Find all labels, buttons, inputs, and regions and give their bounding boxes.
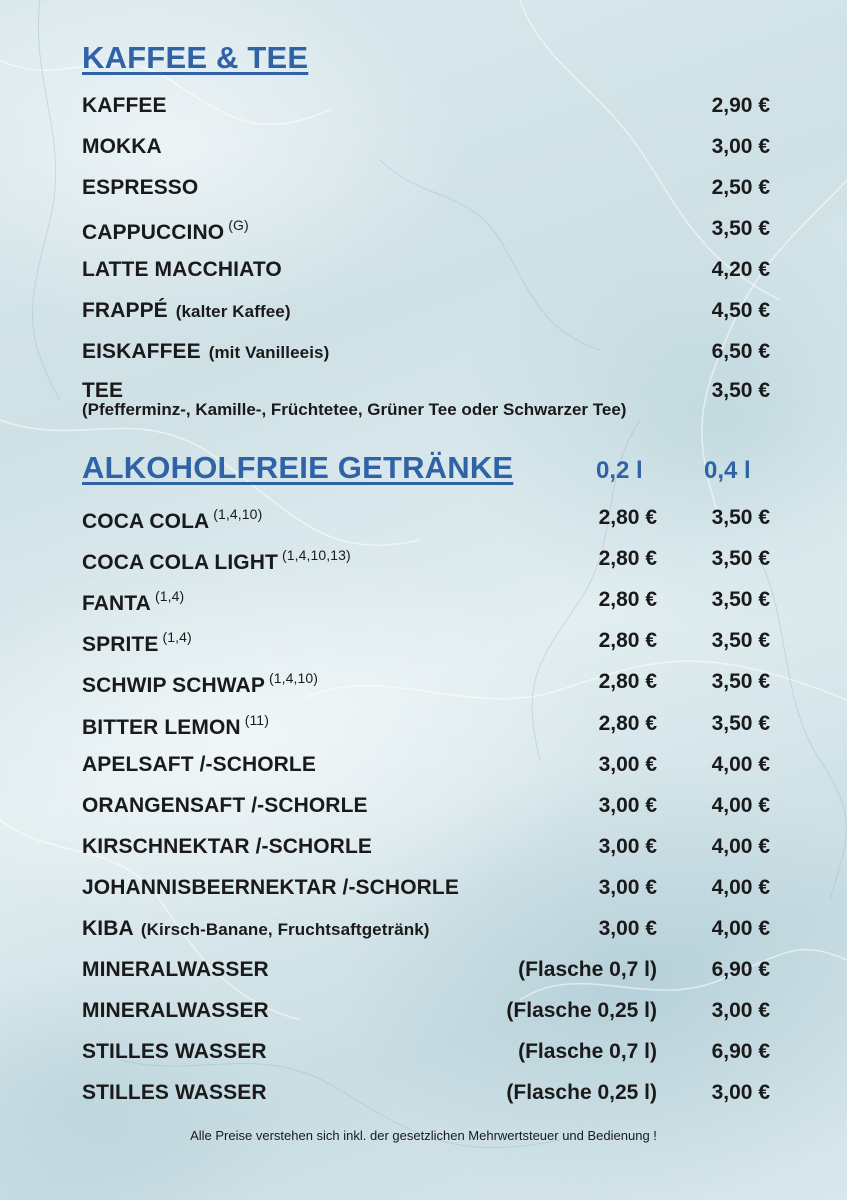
price-small: 3,00 € [598, 876, 657, 899]
item-description: (kalter Kaffee) [175, 302, 291, 321]
item-name-text: COCA COLA [82, 510, 210, 533]
item-name-text: COCA COLA LIGHT [82, 551, 278, 574]
price-large: 6,90 € [711, 958, 770, 981]
section-title-coffee: KAFFEE & TEE [82, 40, 309, 75]
menu-item-row [82, 958, 770, 986]
item-price: 4,50 € [711, 299, 770, 322]
price-small: 3,00 € [598, 794, 657, 817]
price-large: 3,50 € [711, 629, 770, 652]
menu-item-row [82, 506, 770, 534]
item-name-text: FANTA [82, 592, 151, 615]
item-name-text: ESPRESSO [82, 176, 199, 199]
price-small: 3,00 € [598, 753, 657, 776]
price-large: 4,00 € [711, 876, 770, 899]
item-name [82, 94, 167, 118]
item-name-text: LATTE MACCHIATO [82, 258, 282, 281]
item-name-text: KIBA [82, 917, 133, 940]
menu-item-row [82, 588, 770, 616]
price-large: 4,00 € [711, 753, 770, 776]
item-name-text: KIRSCHNEKTAR /-SCHORLE [82, 835, 372, 858]
price-large: 3,50 € [711, 588, 770, 611]
menu-item-row [82, 712, 770, 740]
price-small: 2,80 € [598, 629, 657, 652]
allergen-note: (1,4,10) [268, 670, 318, 686]
item-name-text: CAPPUCCINO [82, 221, 225, 244]
item-name [82, 176, 198, 200]
item-name [82, 340, 329, 364]
item-price: 4,20 € [711, 258, 770, 281]
menu-item-row [82, 547, 770, 575]
item-name [82, 588, 184, 616]
item-name [82, 876, 459, 900]
item-price: 3,50 € [711, 379, 770, 402]
item-name [82, 135, 162, 159]
allergen-note: (1,4) [154, 588, 185, 604]
item-description: (Kirsch-Banane, Fruchtsaftgetränk) [140, 920, 430, 939]
price-small: (Flasche 0,7 l) [518, 1040, 657, 1063]
item-name-text: APELSAFT /-SCHORLE [82, 753, 316, 776]
item-name-text: MINERALWASSER [82, 958, 269, 981]
column-header-small: 0,2 l [596, 457, 643, 484]
item-name-text: MOKKA [82, 135, 162, 158]
menu-item-row [82, 258, 770, 286]
item-price: 6,50 € [711, 340, 770, 363]
item-name [82, 958, 269, 982]
price-large: 3,50 € [711, 506, 770, 529]
menu-item-row [82, 670, 770, 698]
price-small: 2,80 € [598, 588, 657, 611]
item-name [82, 712, 269, 740]
item-name-text: MINERALWASSER [82, 999, 269, 1022]
item-name [82, 999, 269, 1023]
allergen-note: (1,4) [162, 629, 192, 645]
menu-item-row [82, 340, 770, 368]
menu-item-row [82, 1040, 770, 1068]
item-name [82, 670, 318, 698]
item-name [82, 217, 249, 245]
item-name-text: KAFFEE [82, 94, 167, 117]
item-name-text: TEE [82, 379, 124, 402]
item-name [82, 299, 291, 323]
item-price: 2,90 € [711, 94, 770, 117]
menu-item-row [82, 94, 770, 122]
item-price: 2,50 € [711, 176, 770, 199]
price-large: 4,00 € [711, 794, 770, 817]
price-small: (Flasche 0,25 l) [506, 1081, 657, 1104]
item-name [82, 917, 430, 941]
item-name [82, 1040, 267, 1064]
item-name [82, 258, 282, 282]
item-detail: (Pfefferminz-, Kamille-, Früchtetee, Grüner Tee oder Schwarzer Tee) [82, 400, 627, 419]
item-name [82, 794, 368, 818]
item-name-text: STILLES WASSER [82, 1040, 267, 1063]
menu-item-row [82, 176, 770, 204]
item-name [82, 835, 372, 859]
price-footnote: Alle Preise verstehen sich inkl. der gesetzlichen Mehrwertsteuer und Bedienung ! [190, 1128, 657, 1143]
price-small: 3,00 € [598, 917, 657, 940]
price-large: 4,00 € [711, 917, 770, 940]
price-small: (Flasche 0,7 l) [518, 958, 657, 981]
item-name [82, 629, 192, 657]
allergen-note: (1,4,10) [213, 506, 263, 522]
item-name [82, 753, 316, 777]
allergen-note: (1,4,10,13) [281, 547, 351, 563]
item-name [82, 506, 262, 534]
price-small: 2,80 € [598, 506, 657, 529]
item-name [82, 1081, 267, 1105]
price-small: 2,80 € [598, 670, 657, 693]
item-name [82, 547, 351, 575]
allergen-note: (11) [244, 712, 269, 728]
menu-item-row [82, 629, 770, 657]
price-large: 3,50 € [711, 547, 770, 570]
menu-item-row [82, 299, 770, 327]
item-name-text: SPRITE [82, 633, 159, 656]
item-price: 3,50 € [711, 217, 770, 240]
price-large: 6,90 € [711, 1040, 770, 1063]
price-small: (Flasche 0,25 l) [506, 999, 657, 1022]
price-large: 3,00 € [711, 1081, 770, 1104]
price-large: 3,00 € [711, 999, 770, 1022]
item-name-text: STILLES WASSER [82, 1081, 267, 1104]
allergen-note: (G) [228, 217, 249, 233]
price-small: 3,00 € [598, 835, 657, 858]
section-title-soft-drinks: ALKOHOLFREIE GETRÄNKE [82, 450, 514, 485]
price-small: 2,80 € [598, 712, 657, 735]
menu-item-row [82, 917, 770, 945]
menu-item-row [82, 135, 770, 163]
menu-item-row [82, 835, 770, 863]
item-name-text: JOHANNISBEERNEKTAR /-SCHORLE [82, 876, 459, 899]
item-name-text: SCHWIP SCHWAP [82, 674, 265, 697]
price-large: 3,50 € [711, 712, 770, 735]
item-name-text: ORANGENSAFT /-SCHORLE [82, 794, 368, 817]
price-large: 3,50 € [711, 670, 770, 693]
menu-item-row [82, 794, 770, 822]
item-description: (mit Vanilleeis) [208, 343, 330, 362]
column-header-large: 0,4 l [704, 457, 751, 484]
menu-item-row [82, 876, 770, 904]
item-name-text: BITTER LEMON [82, 716, 241, 739]
menu-item-row [82, 1081, 770, 1109]
price-large: 4,00 € [711, 835, 770, 858]
item-name-text: EISKAFFEE [82, 340, 201, 363]
menu-item-row [82, 217, 770, 245]
menu-item-row [82, 999, 770, 1027]
price-small: 2,80 € [598, 547, 657, 570]
menu-item-row [82, 753, 770, 781]
item-name-text: FRAPPÉ [82, 299, 168, 322]
item-price: 3,00 € [711, 135, 770, 158]
